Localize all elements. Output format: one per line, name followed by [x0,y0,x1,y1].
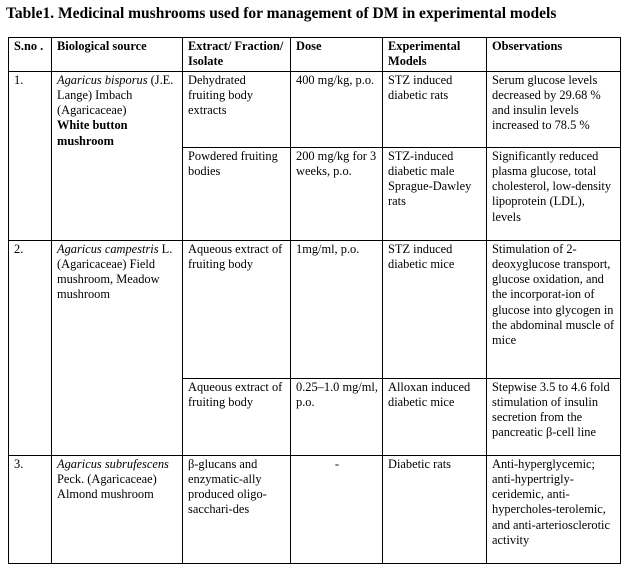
header-dose: Dose [291,38,383,72]
dose-cell: - [291,455,383,563]
observation-cell: Stimulation of 2-deoxyglucose transport, glucose oxidation, and the incorporat-ion of glucose into glycogen in the abdominal muscle of mice [487,240,621,378]
table-row [9,240,621,378]
biological-source-cell [52,71,183,240]
header-extract: Extract/ Fraction/ Isolate [183,38,291,72]
header-sno: S.no . [9,38,52,72]
model-cell: STZ-induced diabetic male Sprague-Dawley rats [383,147,487,240]
observation-cell: Significantly reduced plasma glucose, total cholesterol, low-density lipoprotein (LDL), levels [487,147,621,240]
common-name: White button mushroom [57,118,128,148]
species-author: Peck. (Agaricaceae) [57,471,157,486]
extract-cell: Powdered fruiting bodies [183,147,291,240]
extract-cell: Dehydrated fruiting body extracts [183,71,291,147]
sno-cell: 2. [9,240,52,455]
model-cell: Alloxan induced diabetic mice [383,378,487,455]
model-cell: STZ induced diabetic rats [383,71,487,147]
common-name: Almond mushroom [57,487,154,502]
model-cell: STZ induced diabetic mice [383,240,487,378]
species-author: (J.E. Lange) Imbach (Agaricaceae) [57,72,174,118]
dose-cell: 200 mg/kg for 3 weeks, p.o. [291,147,383,240]
sno-cell: 1. [9,71,52,240]
biological-source-cell [52,455,183,563]
table-row [9,71,621,147]
header-experimental-models: Experimental Models [383,38,487,72]
common-name: Field mushroom, Meadow mushroom [57,256,160,302]
extract-cell: β-glucans and enzymatic-ally produced oligo-sacchari-des [183,455,291,563]
species-author: L. (Agaricaceae) [57,241,173,271]
dose-cell: 0.25–1.0 mg/ml, p.o. [291,378,383,455]
observation-cell: Serum glucose levels decreased by 29.68 % and insulin levels increased to 78.5 % [487,71,621,147]
observation-cell: Anti-hyperglycemic; anti-hypertrigly-ceridemic, anti-hypercholes-terolemic, and anti-arteriosclerotic activity [487,455,621,563]
header-row [9,38,621,72]
species-name: Agaricus subrufescens [57,456,169,471]
medicinal-mushrooms-table [8,37,621,564]
species-name: Agaricus campestris [57,241,159,256]
table-row [9,455,621,563]
extract-cell: Aqueous extract of fruiting body [183,240,291,378]
header-observations: Observations [487,38,621,72]
species-name: Agaricus bisporus [57,72,148,87]
observation-cell: Stepwise 3.5 to 4.6 fold stimulation of insulin secretion from the pancreatic β-cell line [487,378,621,455]
table-title: Table1. Medicinal mushrooms used for management of DM in experimental models [6,5,557,22]
extract-cell: Aqueous extract of fruiting body [183,378,291,455]
dose-cell: 1mg/ml, p.o. [291,240,383,378]
sno-cell: 3. [9,455,52,563]
dose-cell: 400 mg/kg, p.o. [291,71,383,147]
header-biological-source: Biological source [52,38,183,72]
model-cell: Diabetic rats [383,455,487,563]
biological-source-cell [52,240,183,455]
